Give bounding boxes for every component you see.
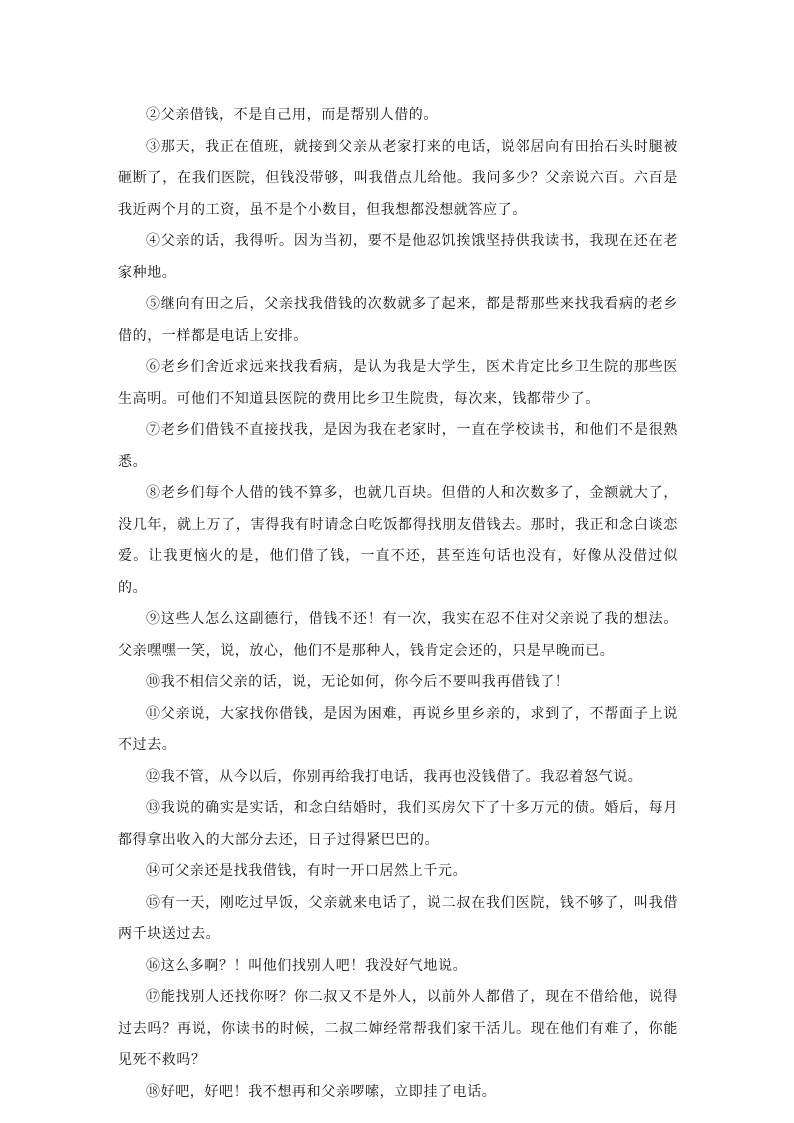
paragraph-7: ⑦老乡们借钱不直接找我，是因为我在老家时，一直在学校读书，和他们不是很熟悉。	[118, 422, 678, 470]
paragraph-13: ⑬我说的确实是实话，和念白结婚时，我们买房欠下了十多万元的债。婚后，每月都得拿出收入的大部分去还，日子过得紧巴巴的。	[118, 800, 678, 848]
paragraph-5: ⑤继向有田之后，父亲找我借钱的次数就多了起来，都是帮那些来找我看病的老乡借的，一样都是电话上安排。	[118, 296, 678, 344]
paragraph-14: ⑭可父亲还是找我借钱，有时一开口居然上千元。	[146, 863, 468, 879]
paragraph-11: ⑪父亲说，大家找你借钱，是因为困难，再说乡里乡亲的，求到了，不帮面子上说不过去。	[118, 705, 678, 753]
paragraph-16: ⑯这么多啊？！叫他们找别人吧！我没好气地说。	[146, 957, 468, 974]
paragraph-3: ③那天，我正在值班，就接到父亲从老家打来的电话，说邻居向有田抬石头时腿被砸断了，在我们医院，但钱没带够，叫我借点儿给他。我问多少？父亲说六百。六百是我近两个月的工资，虽不是个小数目，但我想都没想就答应了。	[118, 138, 678, 218]
paragraph-4: ④父亲的话，我得听。因为当初，要不是他忍饥挨饿坚持供我读书，我现在还在老家种地。	[118, 233, 678, 281]
document-body	[118, 100, 678, 1108]
paragraph-15: ⑮有一天，刚吃过早饭，父亲就来电话了，说二叔在我们医院，钱不够了，叫我借两千块送过去。	[118, 894, 678, 942]
paragraph-17: ⑰能找别人还找你呀？你二叔又不是外人，以前外人都借了，现在不借给他，说得过去吗？再说，你读书的时候，二叔二婶经常帮我们家干活儿。现在他们有难了，你能见死不救吗？	[118, 989, 678, 1068]
paragraph-9: ⑨这些人怎么这副德行，借钱不还！有一次，我实在忍不住对父亲说了我的想法。父亲嘿嘿一笑，说，放心，他们不是那种人，钱肯定会还的，只是早晚而已。	[118, 611, 678, 659]
paragraph-6: ⑥老乡们舍近求远来找我看病，是认为我是大学生，医术肯定比乡卫生院的那些医生高明。可他们不知道县医院的费用比乡卫生院贵，每次来，钱都带少了。	[118, 359, 678, 407]
paragraph-2: ②父亲借钱，不是自己用，而是帮别人借的。	[146, 107, 438, 123]
paragraph-10: ⑩我不相信父亲的话，说，无论如何，你今后不要叫我再借钱了！	[146, 674, 570, 690]
paragraph-18: ⑱好吧，好吧！我不想再和父亲啰嗦，立即挂了电话。	[146, 1083, 497, 1100]
paragraph-8: ⑧老乡们每个人借的钱不算多，也就几百块。但借的人和次数多了，金额就大了，没几年，就上万了，害得我有时请念白吃饭都得找朋友借钱去。那时，我正和念白谈恋爱。让我更恼火的是，他们借了钱，一直不还，甚至连句话也没有，好像从没借过似的。	[118, 485, 678, 596]
paragraph-12: ⑫我不管，从今以后，你别再给我打电话，我再也没钱借了。我忍着怒气说。	[146, 768, 643, 785]
